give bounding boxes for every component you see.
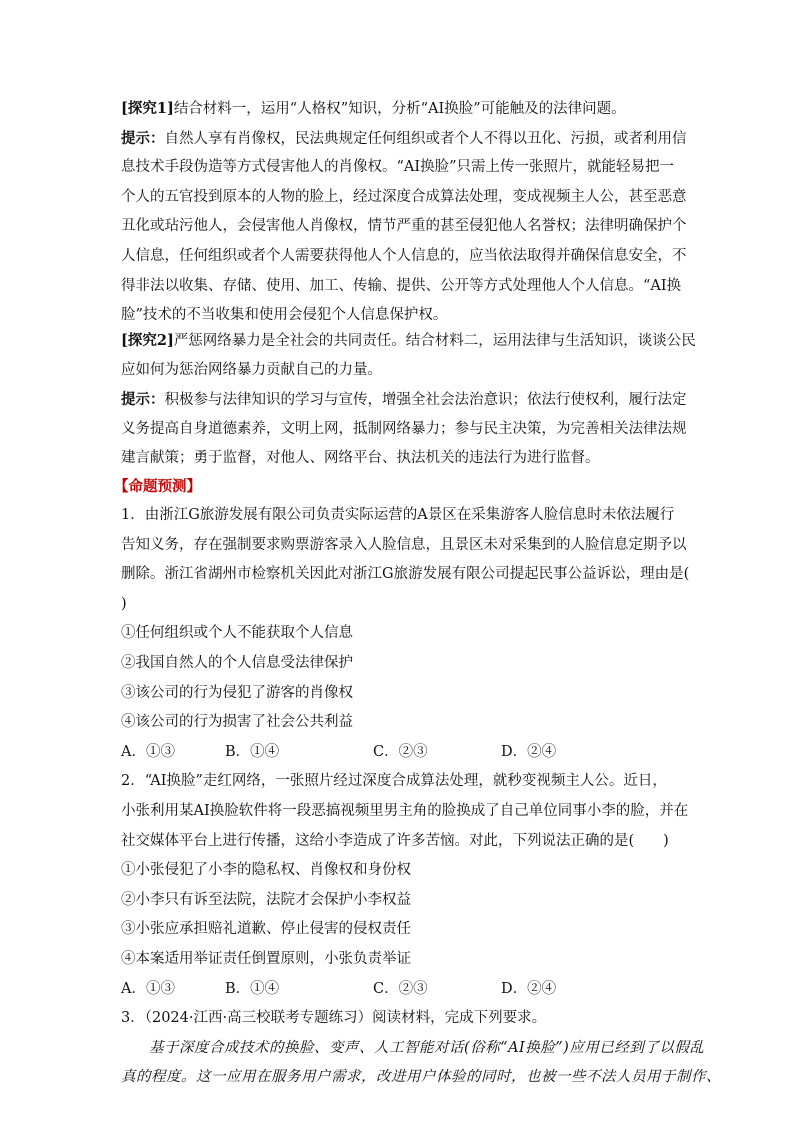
q1-statement: ②我国自然人的个人信息受法律保护 xyxy=(121,655,353,671)
explore1-hint-line: 提示：自然人享有肖像权，民法典规定任何组织或者个人不得以丑化、污损，或者利用信 xyxy=(121,129,687,147)
q2-statement: ①小张侵犯了小李的隐私权、肖像权和身份权 xyxy=(121,862,411,879)
q3-material-line: 真的程度。这一应用在服务用户需求，改进用户体验的同时，也被一些不法人员用于制作、 xyxy=(121,1069,721,1086)
q2-options xyxy=(121,975,681,1005)
q2-statement: ②小李只有诉至法院，法院才会保护小李权益 xyxy=(121,891,411,908)
q1-option-c[interactable]: C．②③ xyxy=(373,743,428,760)
explore1-hint-line: 息技术手段伪造等方式侵害他人的肖像权。“AI换脸”只需上传一张照片，就能轻易把一 xyxy=(121,159,675,176)
q2-statement: ④本案适用举证责任倒置原则，小张负责举证 xyxy=(121,951,411,967)
q2-stem-line: 小张利用某AI换脸软件将一段恶搞视频里男主角的脸换成了自己单位同事小李的脸，并在 xyxy=(121,803,689,819)
q1-option-a[interactable]: A．①③ xyxy=(121,743,175,760)
q1-stem-line: 告知义务，存在强制要求购票游客录入人脸信息，且景区未对采集到的人脸信息定期予以 xyxy=(121,536,687,553)
hint-label: 提示： xyxy=(121,391,165,409)
section-title: 【命题预测】 xyxy=(114,478,201,495)
q1-options xyxy=(121,738,681,768)
q2-option-b[interactable]: B．①④ xyxy=(225,980,280,997)
explore1-hint-line: 丑化或玷污他人，会侵害他人肖像权，情节严重的甚至侵犯他人名誉权；法律明确保护个 xyxy=(121,218,687,235)
q1-stem-line: 1．由浙江G旅游发展有限公司负责实际运营的A景区在采集游客人脸信息时未依法履行 xyxy=(121,507,675,523)
q2-stem-line: 社交媒体平台上进行传播，这给小李造成了许多苦恼。对此，下列说法正确的是( ) xyxy=(121,832,669,849)
q1-stem-line: ) xyxy=(121,595,127,612)
explore1-hint-line: 人信息，任何组织或者个人需要获得他人个人信息的，应当依法取得并确保信息安全，不 xyxy=(121,248,687,264)
explore2-question-line: 应如何为惩治网络暴力贡献自己的力量。 xyxy=(121,361,382,378)
explore1-hint-line: 脸”技术的不当收集和使用会侵犯个人信息保护权。 xyxy=(121,307,448,324)
explore1-tag: [探究1] xyxy=(121,100,174,117)
q3-intro: 3．（2024·江西·高三校联考专题练习）阅读材料，完成下列要求。 xyxy=(121,1010,547,1027)
explore2-hint-line: 义务提高自身道德素养，文明上网，抵制网络暴力；参与民主决策，为完善相关法律法规 xyxy=(121,420,687,437)
hint-label: 提示： xyxy=(121,129,165,147)
explore1-hint-line: 个人的五官投到原本的人物的脸上，经过深度合成算法处理，变成视频主人公，甚至恶意 xyxy=(121,188,687,205)
q2-option-c[interactable]: C．②③ xyxy=(373,980,428,997)
q1-stem-line: 删除。浙江省湖州市检察机关因此对浙江G旅游发展有限公司提起民事公益诉讼，理由是( xyxy=(121,566,690,583)
explore1-hint-line: 得非法以收集、存储、使用、加工、传输、提供、公开等方式处理他人个人信息。“AI换 xyxy=(121,277,682,294)
q2-option-d[interactable]: D．②④ xyxy=(501,980,557,997)
q2-stem-line: 2．“AI换脸”走红网络，一张照片经过深度合成算法处理，就秒变视频主人公。近日， xyxy=(121,773,667,790)
explore1-question: [探究1]结合材料一，运用“人格权”知识，分析“AI换脸”可能触及的法律问题。 xyxy=(121,100,626,117)
explore2-hint-line: 建言献策；勇于监督，对他人、网络平台、执法机关的违法行为进行监督。 xyxy=(121,450,600,467)
q1-option-b[interactable]: B．①④ xyxy=(225,743,280,760)
explore2-question: [探究2]严惩网络暴力是全社会的共同责任。结合材料二，运用法律与生活知识，谈谈公民 xyxy=(121,332,696,349)
q1-statement: ①任何组织或个人不能获取个人信息 xyxy=(121,625,353,642)
q1-option-d[interactable]: D．②④ xyxy=(501,743,557,760)
q2-statement: ③小张应承担赔礼道歉、停止侵害的侵权责任 xyxy=(121,921,411,938)
explore2-tag: [探究2] xyxy=(121,332,174,349)
q1-statement: ④该公司的行为损害了社会公共利益 xyxy=(121,714,353,731)
q2-option-a[interactable]: A．①③ xyxy=(121,980,175,997)
q1-statement: ③该公司的行为侵犯了游客的肖像权 xyxy=(121,684,353,701)
explore2-hint-line: 提示：积极参与法律知识的学习与宣传，增强全社会法治意识；依法行使权利，履行法定 xyxy=(121,391,687,409)
q3-material-line: 基于深度合成技术的换脸、变声、人工智能对话(俗称“AI换脸”)应用已经到了以假乱 xyxy=(149,1039,705,1056)
